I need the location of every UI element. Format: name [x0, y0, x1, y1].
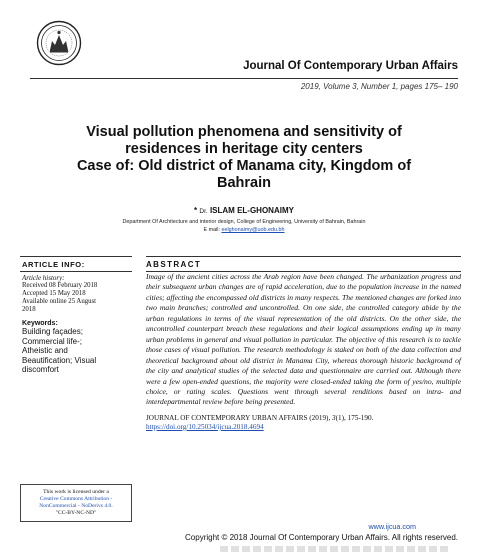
author-affiliation: Department Of Architecture and interior design, College of Engineering, University of Bahrain, Bahrain: [122, 219, 366, 225]
info-heading-rule: [20, 271, 132, 272]
author-email-line: [0, 227, 488, 233]
email-label: E mail:: [203, 227, 220, 233]
author-line: [0, 206, 488, 215]
history-online-year: 2018: [22, 306, 36, 313]
history-received: Received 08 February 2018: [22, 282, 98, 289]
license-link[interactable]: Creative Commons Attribution - NonCommercial - NoDerivs 4.0.: [39, 496, 113, 509]
license-code: "CC-BY-NC-ND": [55, 510, 97, 516]
article-info-panel: [20, 256, 132, 375]
author-prefix: Dr.: [199, 208, 208, 215]
abstract-body: Image of the ancient cities across the Arab region have been changed. The urbanization progress and their subsequent urban changes are of rapid acceleration, due to the population increase in the named cities; affecting the encompassed old districts in many respects. The mentioned changes are forked into two main branches; controlled and uncontrolled. On one side, the controlled category abide by the urban regulations in terms of the visual representation of the old districts. On the other side, the uncontrolled counterpart breach these regulations and their logical assumptions ending up in many urban problems in general and visual pollution in particular. The objective of this research is to tackle those cases of visual pollution. The research methodology is staked on both of the data collection and theoretical background about old district in Manama City, whereas thorough historic background of the city and analytical studies of the selected data and questionnaire are carried out. Although there were a few open-ended questions, the majority were closed-ended taking the form of yes/no, multiple choice, or rating scales. Questions went through several renditions based on intra- and interdepartmental review before being presented.: [146, 272, 461, 407]
article-title: [34, 124, 454, 192]
author-marker: *: [194, 206, 198, 215]
journal-seal-icon: [36, 20, 82, 66]
title-line: Visual pollution phenomena and sensitivity of: [86, 124, 402, 140]
license-text: This work is licensed under a: [43, 489, 109, 495]
citation: [146, 414, 461, 423]
issue-info: 2019, Volume 3, Number 1, pages 175– 190: [300, 82, 458, 91]
title-line: Case of: Old district of Manama city, Kingdom of: [76, 158, 412, 174]
abstract-heading: ABSTRACT: [146, 260, 202, 269]
header-divider: [30, 78, 458, 79]
title-line: residences in heritage city centers: [125, 141, 363, 157]
journal-name: Journal Of Contemporary Urban Affairs: [243, 60, 458, 72]
citation-pages: (1), 175-190.: [335, 413, 374, 422]
keyword-item: Atheistic and: [22, 346, 68, 355]
citation-journal: JOURNAL OF CONTEMPORARY URBAN AFFAIRS (2019),: [146, 413, 333, 422]
keyword-item: Building façades;: [22, 327, 83, 336]
cropped-footer-text: [220, 546, 450, 552]
citation-volume: 3: [332, 413, 336, 422]
keyword-item: Commercial life-;: [22, 336, 83, 346]
keyword-item: discomfort: [22, 365, 59, 374]
copyright-notice: Copyright © 2018 Journal Of Contemporary Urban Affairs. All rights reserved.: [185, 533, 458, 542]
history-accepted: Accepted 15 May 2018: [22, 290, 86, 297]
history-online: Available online 25 August: [22, 298, 97, 305]
abstract-section: [146, 256, 461, 431]
email-link[interactable]: eelghonaimy@uob.edu.bh: [221, 227, 285, 233]
license-box: [20, 484, 132, 522]
title-line: Bahrain: [217, 175, 271, 191]
article-info-heading: ARTICLE INFO:: [22, 260, 85, 269]
website-link[interactable]: www.ijcua.com: [368, 522, 416, 531]
history-label: Article history:: [22, 274, 65, 282]
keywords-label: Keywords:: [22, 320, 58, 327]
doi-link[interactable]: https://doi.org/10.25034/ijcua.2018.4694: [146, 422, 264, 431]
keyword-item: Beautification; Visual: [22, 355, 97, 365]
author-name: ISLAM EL-GHONAIMY: [209, 206, 294, 215]
